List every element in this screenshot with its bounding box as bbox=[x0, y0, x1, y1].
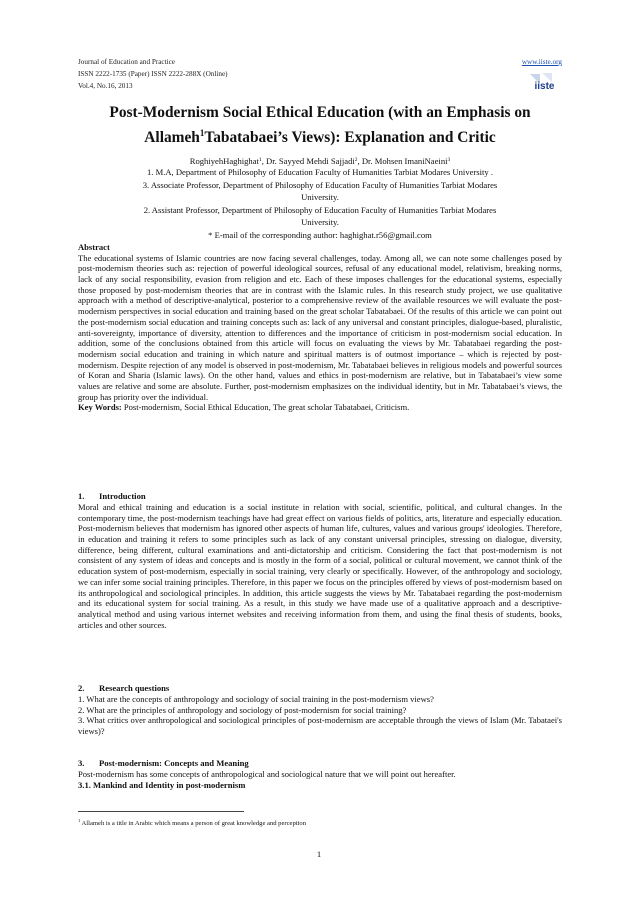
title-footnote-mark: 1 bbox=[199, 128, 205, 138]
footnote: $^1$ Allameh is a title in Arabic which means a person of great knowledge and perception bbox=[78, 818, 307, 827]
keywords: Post-modernism, Social Ethical Education, The great scholar Tabatabaei, Criticism. bbox=[121, 402, 410, 413]
affiliation-2: 2. Assistant Professor, Department of Philosophy of Education Faculty of Humanities Tarbiat Modares bbox=[143, 205, 497, 215]
journal-volume: Vol.4, No.16, 2013 bbox=[78, 82, 133, 90]
iiste-logo-icon bbox=[528, 70, 561, 94]
section-1-text: Moral and ethical training and education is a social institute in relation with social, scientific, political, and cultural changes. In the contemporary time, the post-modernism teachings have had great effect on various fields of politics, arts, literature and especially education. Post-modernism believes that modernism has ignored other aspects of human life, cultures, values and various groups' ideologies. Therefore, in education and training it refers to some principles such as lack of any constant universal principles, stressing on dialogue, diversity, difference, being different, cultural examinations and anti-dictatorship and criticism. Considering the fact that post-modernism is not consistent of any system of ideas and concepts and is mostly in the form of a social, political or cultural movement, we cannot think of the education system of post-modernism, especially in social training, very clearly or specifically. However, of the anthropology and sociology, we can infer some social training principles. Therefore, in this paper we focus on the principles offered by views of post-modernism based on its anthropological and sociological principles. In addition, this article suggests the views by Mr. Tabatabaei regarding the post-modernism and its educational system for social training. As a result, in this study we have made use of a qualitative approach and a descriptive-analytical method and using various internet websites and receiving information from them, and using the final thesis of students, books, articles and other sources. bbox=[78, 502, 562, 630]
paper-title: Post-Modernism Social Ethical Education (with an Emphasis on Allameh$^1$Tabatabaei’s Views): Explanation and Critic bbox=[109, 104, 531, 146]
abstract-heading: Abstract bbox=[78, 242, 110, 252]
affiliation-3: 3. Associate Professor, Department of Philosophy of Education Faculty of Humanities Tarbiat Modares bbox=[142, 180, 498, 190]
page-number: 1 bbox=[316, 849, 322, 859]
abstract-text: The educational systems of Islamic countries are now facing several challenges, today. Among all, we can note some challenges posed by post-modernism theories such as: rejection of powerful ideological sources, refusal of any educational model, relativism, breaking norms, lack of any social responsibility, evasion from religion and etc. Each of these imposes challenges for the educational systems, especially those proposed by post-modernism theories that are in contrast with the Islamic rules. In this research study project, we use qualitative approach with a method of descriptive-analytical, posterior to a comprehensive review of the available resources we will evaluate the post- modernism perspectives in social education and training based on the great scholar Tabatabaei. Of the results of this article we can point out the post-modernism social education and training concepts such as: lack of any universal and constant principles, dialogue-based, pluralistic, anti-sovereignty, importance of diversity, attention to differences and the importance of criticism in post-modernism social education. In addition, some of the conclusions obtained from this article will focus on evaluating the views by Mr. Tabatabaei regarding the post-modernism social education and training in which nature and spiritual matters is of outmost importance – which is rejected by post-modernism. Despite rejection of any model is observed in post-modernism, Mr. Tabatabaei believes in religious models and powerful sources of Koran and Sharia (Islamic laws). On the other hand, values and ethics in post-modernism are relative, but in Tabatabaei’s view some values are relative and some are absolute. Further, post-modernism emphasizes on the individual identity, but in Mr. Tabatabaei’s views, the group has priority over the individual. bbox=[78, 252, 562, 402]
question-1: 1. What are the concepts of anthropology and sociology of social training in the post-modernism views? bbox=[78, 694, 434, 704]
journal-issn: ISSN 2222-1735 (Paper) ISSN 2222-288X (Online) bbox=[78, 70, 228, 78]
logo-text: iiste bbox=[534, 81, 555, 92]
corresponding-email: * E-mail of the corresponding author: haghighat.r56@gmail.com bbox=[208, 230, 432, 240]
section-3-text: Post-modernism has some concepts of anthropological and sociological nature that we will point out hereafter. bbox=[78, 769, 456, 779]
affiliation-2-cont: University. bbox=[301, 217, 339, 227]
question-2: 2. What are the principles of anthropology and sociology of post-modernism for social training? bbox=[78, 704, 407, 715]
journal-name: Journal of Education and Practice bbox=[78, 58, 175, 66]
author-list: RoghiyehHaghighat$^1$, Dr. Sayyed Mehdi Sajjadi$^2$, Dr. Mohsen ImaniNaeini$^3$ bbox=[189, 156, 451, 166]
keywords-label: Key Words: bbox=[78, 402, 122, 413]
section-3-heading: 3. Post-modernism: Concepts and Meaning bbox=[78, 758, 249, 768]
question-3: 3. What critics over anthropological and sociological principles of post-modernism are acceptable through the views of Islam (Mr. Tabataei's views)? bbox=[78, 715, 562, 737]
research-questions bbox=[78, 694, 562, 737]
footnote-divider bbox=[78, 811, 244, 812]
journal-website-link[interactable]: www.iiste.org bbox=[521, 58, 562, 66]
section-1-heading: 1. Introduction bbox=[78, 491, 146, 501]
abstract-section bbox=[78, 242, 562, 413]
section-2-heading: 2. Research questions bbox=[78, 683, 170, 693]
subsection-3-1-heading: 3.1. Mankind and Identity in post-modernism bbox=[78, 780, 246, 790]
affiliation-1: 1. M.A, Department of Philosophy of Education Faculty of Humanities Tarbiat Modares University . bbox=[146, 167, 494, 177]
affiliation-3-cont: University. bbox=[301, 192, 339, 202]
